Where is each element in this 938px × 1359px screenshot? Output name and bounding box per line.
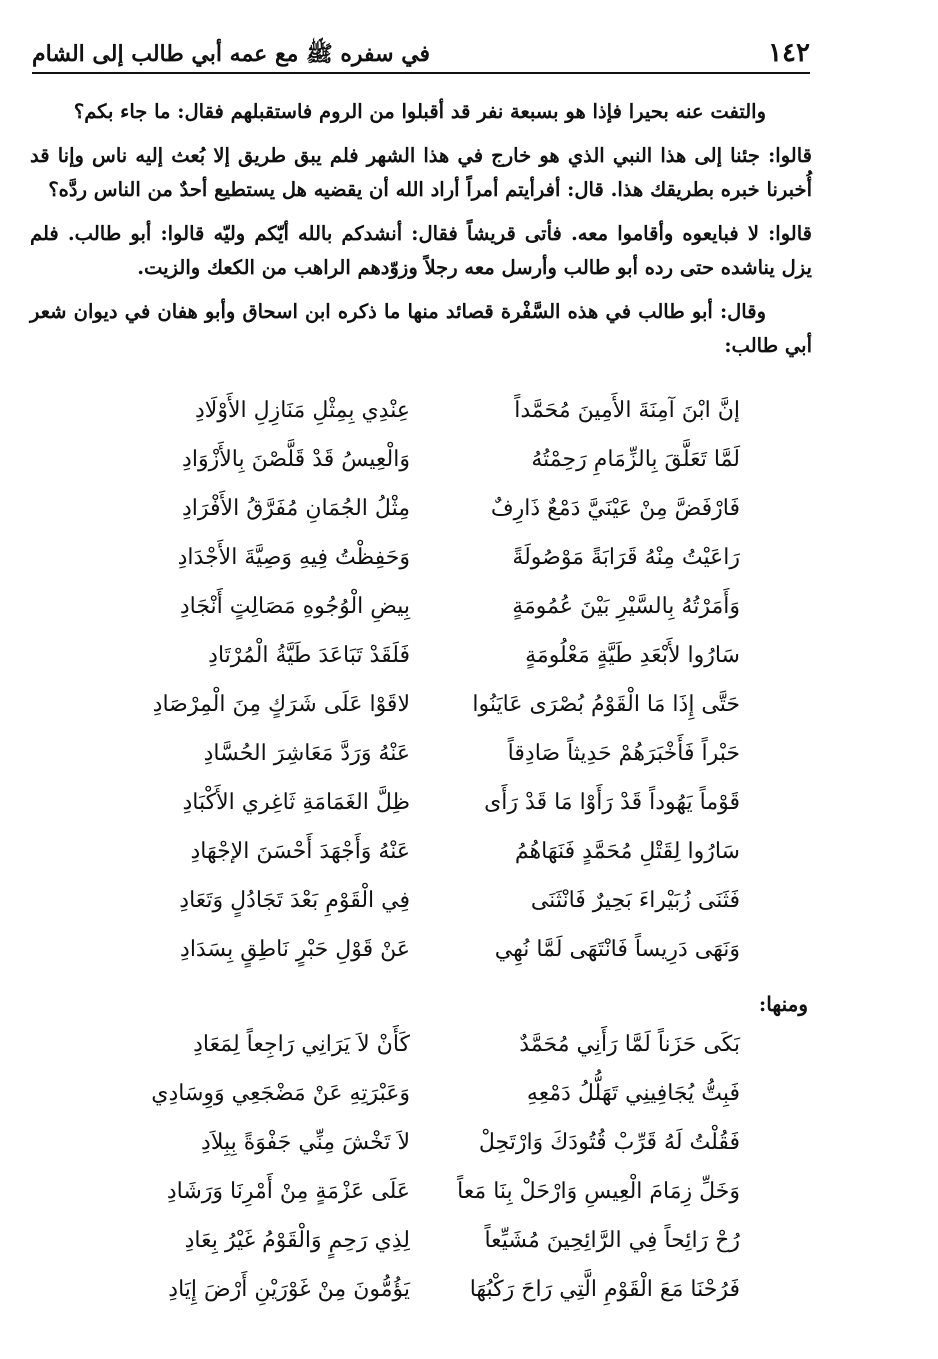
verse-line <box>60 545 760 594</box>
verse-line <box>60 1032 760 1081</box>
second-hemistich: عَنْهُ وَأَجْهَدَ أَحْسَنَ الإجْهَادِ <box>190 839 410 864</box>
first-hemistich: وَنَهَى دَرِيساً فَانْتَهَى لَمَّا نُهِي <box>494 937 740 962</box>
second-hemistich: عَنْهُ وَرَدَّ مَعَاشِرَ الحُسَّادِ <box>203 741 410 766</box>
first-hemistich: سَارُوا لِقَتْلِ مُحَمَّدٍ فَنَهَاهُمُ <box>514 839 740 864</box>
first-hemistich: رَاعَيْتُ مِنْهُ قَرَابَةً مَوْصُولَةً <box>512 545 740 570</box>
second-hemistich: عِنْدِي بِمِثْلِ مَنَازِلِ الأَوْلَادِ <box>194 398 410 423</box>
first-hemistich: إنَّ ابْنَ آمِنَةَ الأَمِينَ مُحَمَّداً <box>514 398 740 423</box>
second-hemistich: لاقَوْا عَلَى شَرَكٍ مِنَ الْمِرْصَادِ <box>152 692 410 717</box>
verse-line <box>60 741 760 790</box>
first-hemistich: قَوْماً يَهُوداً قَدْ رَأَوْا مَا قَدْ رَأَى <box>484 790 740 815</box>
first-hemistich: فَرُحْنَا مَعَ الْقَوْمِ الَّتِي رَاحَ رَكْبُهَا <box>469 1277 740 1302</box>
verse-line <box>60 888 760 937</box>
paragraph: قالوا: لا فبايعوه وأقاموا معه. فأتى قريشاً فقال: أنشدكم بالله أيّكم وليّه قالوا: أبو طالب. فلم يزل يناشده حتى رده أبو طالب وأرسل معه رجلاً وزوّدهم الراهب من الكعك والزيت. <box>30 222 812 279</box>
page-number: ١٤٢ <box>768 38 810 68</box>
running-header <box>32 38 810 74</box>
second-hemistich: فَلَقَدْ تَبَاعَدَ طَيَّةُ الْمُرْتَادِ <box>208 643 410 668</box>
prose-block <box>30 95 812 373</box>
paragraph: وقال: أبو طالب في هذه السَّفْرة قصائد منها ما ذكره ابن اسحاق وأبو هفان في ديوان شعر أبي طالب: <box>30 300 812 357</box>
verse-line <box>60 937 760 986</box>
first-hemistich: فَقُلْتُ لَهُ قَرِّبْ قُتُودَكَ وَارْتَحِلْ <box>478 1130 740 1155</box>
first-hemistich: وَأَمَرْتُهُ بِالسَّيْرِ بَيْنَ عُمُومَةٍ <box>512 594 740 619</box>
verse-line <box>60 1130 760 1179</box>
verse-line <box>60 1277 760 1326</box>
verse-line <box>60 594 760 643</box>
section-label: ومنها: <box>758 992 808 1016</box>
running-title: في سفره ﷺ مع عمه أبي طالب إلى الشام <box>32 41 431 67</box>
second-hemistich: ظِلَّ الغَمَامَةِ ثَاغِري الأَكْبَادِ <box>182 790 410 815</box>
paragraph: والتفت عنه بحيرا فإذا هو بسبعة نفر قد أقبلوا من الروم فاستقبلهم فقال: ما جاء بكم؟ <box>73 100 766 123</box>
verse-line <box>60 1179 760 1228</box>
first-hemistich: حَتَّى إِذَا مَا الْقَوْمُ بُصْرَى عَايَنُوا <box>472 692 740 717</box>
first-hemistich: سَارُوا لأَبْعَدِ طَيَّةٍ مَعْلُومَةٍ <box>525 643 740 668</box>
first-hemistich: رُحْ رَائِحاً فِي الرَّائِحِينَ مُشَيِّعاً <box>484 1228 740 1253</box>
first-hemistich: بَكَى حَزَناً لَمَّا رَأَنِي مُحَمَّدٌ <box>519 1032 740 1057</box>
first-hemistich: فَبِتُّ يُجَافِينِي تَهَلُّلُ دَمْعِهِ <box>526 1081 740 1106</box>
second-hemistich: عَنْ قَوْلِ حَبْرٍ نَاطِقٍ بِسَدَادِ <box>180 937 410 962</box>
verse-line <box>60 1081 760 1130</box>
poem-first <box>60 398 760 986</box>
poem-second <box>60 1032 760 1326</box>
paragraph: قالوا: جئنا إلى هذا النبي الذي هو خارج في هذا الشهر فلم يبق طريق إلا بُعث إليه ناس وإنا قد أُخبرنا خبره بطريقك هذا. قال: أفرأيتم أمراً أراد الله أن يقضيه هل يستطيع أحدٌ من الناس ردَّه؟ <box>30 144 812 201</box>
second-hemistich: وَالْعِيسُ قَدْ قَلَّصْنَ بِالأَزْوَادِ <box>182 447 410 472</box>
second-hemistich: فِي الْقَوْمِ بَعْدَ تَجَادُلٍ وَتَعَادِ <box>179 888 410 913</box>
first-hemistich: وَخَلِّ زِمَامَ الْعِيسِ وَارْحَلْ بِنَا مَعاً <box>457 1179 740 1204</box>
first-hemistich: فَارْفَضَّ مِنْ عَيْنَيَّ دَمْعٌ ذَارِفٌ <box>490 496 740 521</box>
second-hemistich: وَعَبْرَتِهِ عَنْ مَضْجَعِي وَوِسَادِي <box>151 1081 410 1106</box>
second-hemistich: لاَ تَخْشَ مِنِّي جَفْوَةً بِبِلاَدِ <box>201 1130 410 1155</box>
first-hemistich: فَثَنَى زُبَيْراءَ بَحِيرٌ فَانْثَنَى <box>530 888 740 913</box>
second-hemistich: مِثْلُ الجُمَانِ مُفَرَّقُ الأَفْرَادِ <box>181 496 410 521</box>
second-hemistich: عَلَى عَزْمَةٍ مِنْ أَمْرِنَا وَرَشَادِ <box>166 1179 410 1204</box>
verse-line <box>60 692 760 741</box>
first-hemistich: لَمَّا تَعَلَّقَ بِالزِّمَامِ رَحِمْتُهُ <box>531 447 740 472</box>
first-hemistich: حَبْراً فَأَخْبَرَهُمْ حَدِيثاً صَادِقاً <box>507 741 740 766</box>
second-hemistich: كَأَنْ لاَ يَرَانِي رَاجِعاً لِمَعَادِ <box>193 1032 410 1057</box>
verse-line <box>60 790 760 839</box>
verse-line <box>60 496 760 545</box>
second-hemistich: وَحَفِظْتُ فِيهِ وَصِيَّةَ الأَجْدَادِ <box>177 545 410 570</box>
second-hemistich: بِيضِ الْوُجُوهِ مَصَالِتٍ أَنْجَادِ <box>179 594 410 619</box>
second-hemistich: لِذِي رَحِمٍ وَالْقَوْمُ غَيْرُ بِعَادِ <box>184 1228 410 1253</box>
verse-line <box>60 643 760 692</box>
verse-line <box>60 839 760 888</box>
second-hemistich: يَؤُمُّونَ مِنْ غَوْرَيْنِ أَرْضَ إِيَادِ <box>168 1277 410 1302</box>
verse-line <box>60 447 760 496</box>
verse-line <box>60 1228 760 1277</box>
verse-line <box>60 398 760 447</box>
